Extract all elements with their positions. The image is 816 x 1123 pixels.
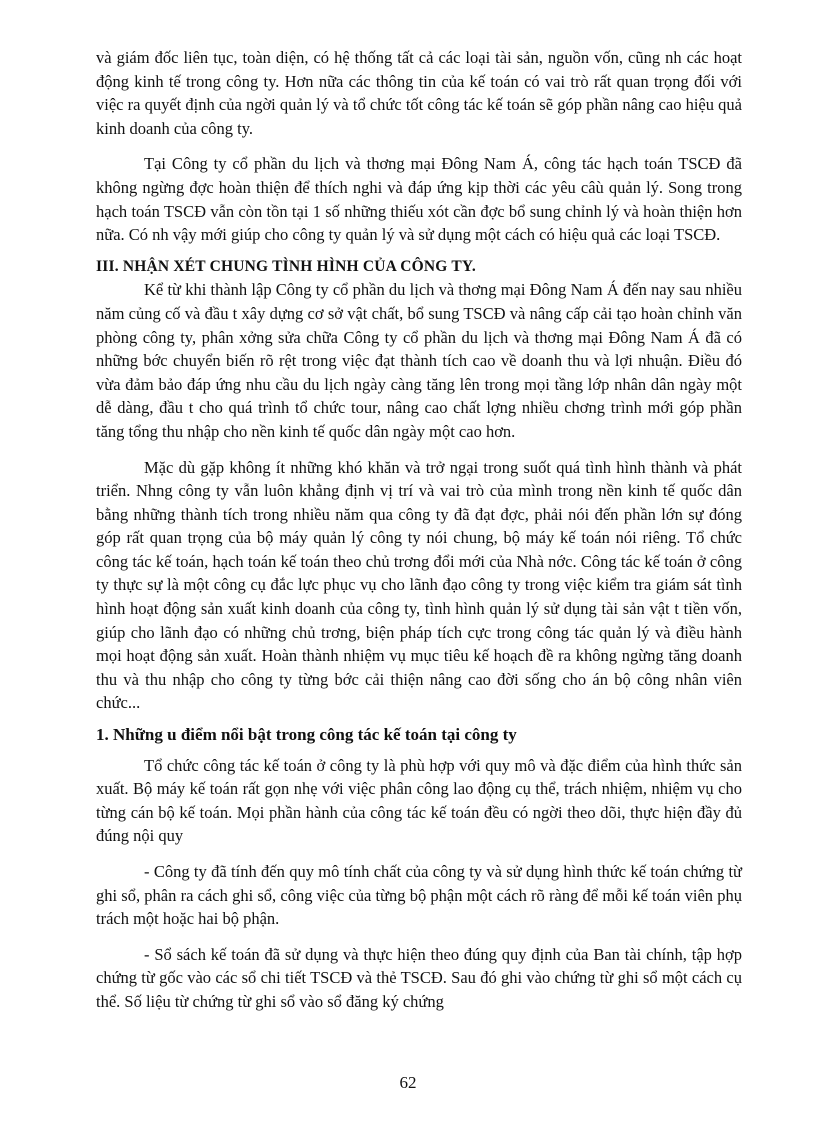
paragraph-tscd-dong-nam-a: Tại Công ty cổ phần du lịch và thơng mại Đông Nam Á, công tác hạch toán TSCĐ đã không ngừng đợc hoàn thiện để thích nghi và đáp ứng kịp thời các yêu câù quản lý. Song trong hạch toán TSCĐ vẫn còn tồn tại 1 số những thiếu xót cần đợc bổ sung chỉnh lý và hoàn thiện hơn nữa. Có nh vậy mới giúp cho công ty quản lý và sử dụng một cách có hiệu quả các loại TSCĐ. <box>96 154 742 245</box>
paragraph-since-founding: Kể từ khi thành lập Công ty cổ phần du lịch và thơng mại Đông Nam Á đến nay sau nhiều năm củng cố và đầu t xây dựng cơ sở vật chất, bổ sung TSCĐ và nâng cấp cải tạo hoàn chỉnh văn phòng công ty, phân xởng sửa chữa Công ty cổ phần du lịch và thơng mại Đông Nam Á đã có những bớc chuyển biến rõ rệt trong việc đạt thành tích cao về doanh thu và lợi nhuận. Điều đó vừa đảm bảo đáp ứng nhu cầu du lịch ngày càng tăng lên trong mọi tầng lớp nhân dân ngày một dễ dàng, đầu t cho quá trình tổ chức tour, nâng cao chất lợng nhiều chơng trình mới góp phần tăng tổng thu nhập cho nền kinh tế quốc dân ngày một cao hơn. <box>96 280 742 441</box>
bullet-form-of-accounting: - Công ty đã tính đến quy mô tính chất của công ty và sử dụng hình thức kế toán chứng từ ghi sổ, phân ra cách ghi sổ, công việc của từng bộ phận một cách rõ ràng để mỗi kế toán viên phụ trách một hoặc hai bộ phận. <box>96 862 742 929</box>
document-body <box>96 46 742 1014</box>
paragraph-organization: Tổ chức công tác kế toán ở công ty là phù hợp với quy mô và đặc điểm của hình thức sản xuất. Bộ máy kế toán rất gọn nhẹ với việc phân công lao động cụ thể, trách nhiệm, nhiệm vụ cho từng cán bộ kế toán. Mọi phần hành của công tác kế toán đều có ngời theo dõi, thực hiện đầy đủ đúng nội quy <box>96 755 742 846</box>
paragraph-continuation: và giám đốc liên tục, toàn diện, có hệ thống tất cả các loại tài sản, nguồn vốn, cũng nh các hoạt động kinh tế trong công ty. Hơn nữa các thông tin của kế toán có vai trò rất quan trọng đối với việc ra quyết định của ngời quản lý và tổ chức tốt công tác kế toán sẽ góp phần nâng cao hiệu quả kinh doanh của công ty. <box>96 48 742 138</box>
paragraph-difficulties: Mặc dù gặp không ít những khó khăn và trở ngại trong suốt quá tình hình thành và phát triển. Nhng công ty vẫn luôn khẳng định vị trí và vai trò của mình trong nền kinh tế quốc dân bằng những thành tích trong nhiều năm qua công ty đã đạt đợc, phải nói đến phần lớn sự đóng góp rất quan trọng của bộ máy quản lý công ty nói chung, bộ máy kế toán nói riêng. Tổ chức công tác kế toán, hạch toán kế toán theo chủ trơng đổi mới của Nhà nớc. Công tác kế toán ở công ty thực sự là một công cụ đắc lực phục vụ cho lãnh đạo công ty trong việc kiểm tra giám sát tình hình hoạt động sản xuất kinh doanh của công ty, tình hình quản lý sử dụng tài sản vật t tiền vốn, giúp cho lãnh đạo có những chủ trơng, biện pháp tích cực trong công tác quản lý và điều hành mọi hoạt động sản xuất. Hoàn thành nhiệm vụ mục tiêu kế hoạch đề ra không ngừng tăng doanh thu và thu nhập cho công ty từng bớc cải thiện nâng cao đời sống cho án bộ công nhân viên chức... <box>96 457 742 713</box>
bullet-accounting-books: - Sổ sách kế toán đã sử dụng và thực hiện theo đúng quy định của Ban tài chính, tập hợp chứng từ gốc vào các sổ chi tiết TSCĐ và thẻ TSCĐ. Sau đó ghi vào chứng từ ghi sổ một cách cụ thể. Số liệu từ chứng từ ghi sổ vào sổ đăng ký chứng <box>96 944 742 1011</box>
section-heading-iii: III. NHẬN XÉT CHUNG TÌNH HÌNH CỦA CÔNG TY. <box>96 257 476 275</box>
section-heading-1: 1. Những u điểm nổi bật trong công tác kế toán tại công ty <box>96 725 517 745</box>
page-number: 62 <box>399 1073 417 1092</box>
